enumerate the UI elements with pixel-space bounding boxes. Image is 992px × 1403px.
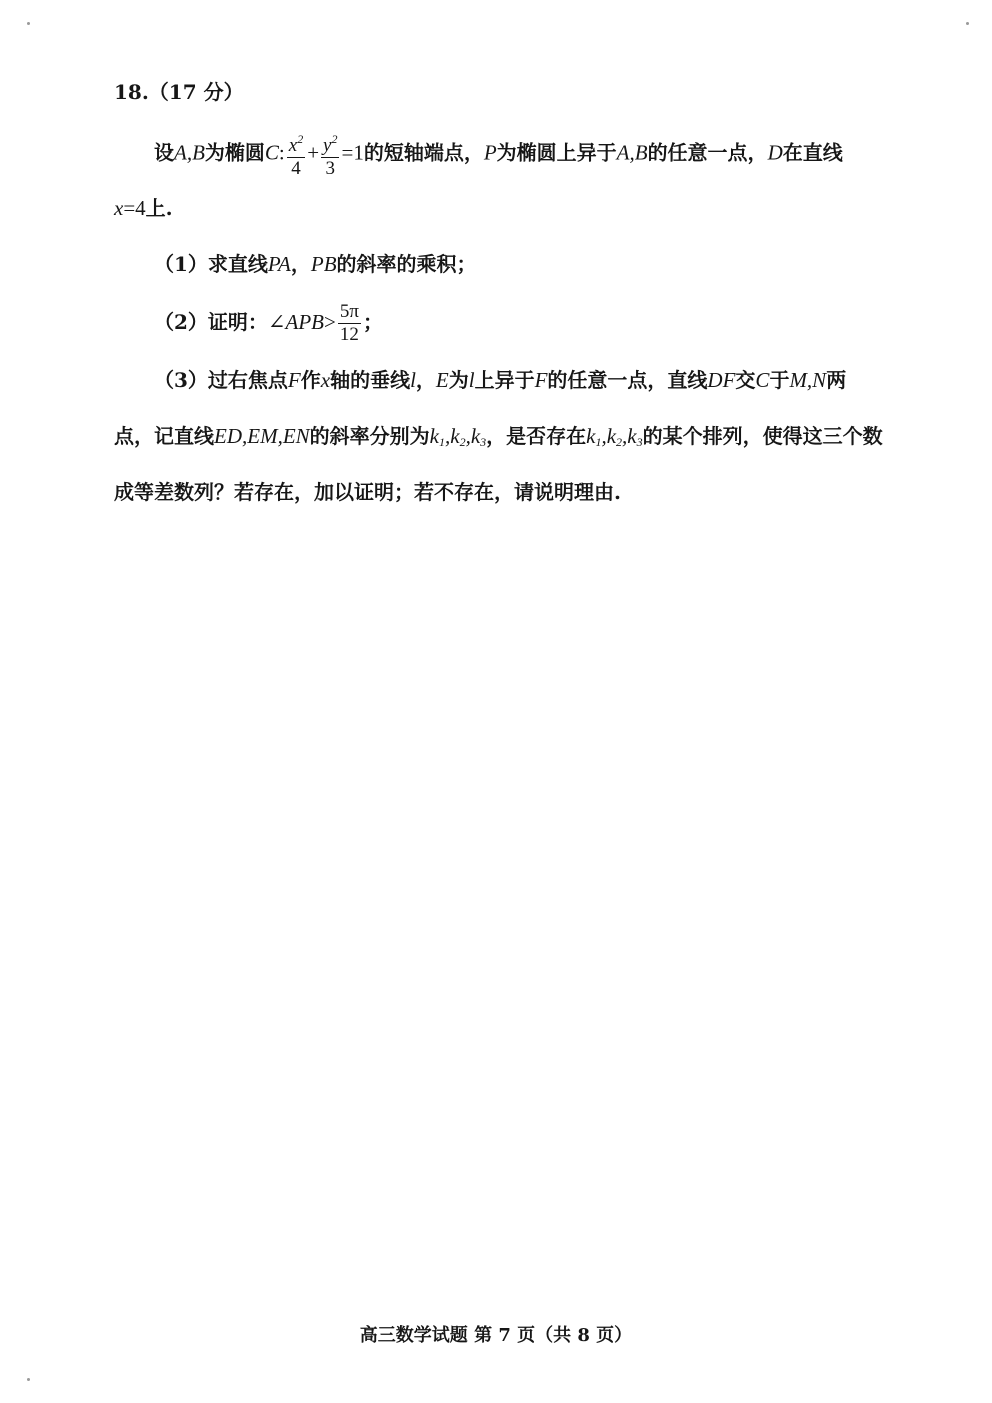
- scan-speck: [966, 22, 969, 25]
- angle-fraction: $\frac{5\pi}{12}$: [339, 301, 359, 345]
- scan-speck: [27, 22, 30, 25]
- part-1: （1）求直线PA，PB的斜率的乘积；: [154, 252, 477, 276]
- problem-intro-line2: x=4上.: [114, 196, 173, 220]
- ellipse-fraction-x: $\frac{x^2}{4}$: [287, 128, 305, 180]
- part-2: （2）证明：∠APB> $\frac{5\pi}{12}$ ；: [154, 301, 383, 345]
- problem-intro-line1: 设A,B为椭圆C: $\frac{x^2}{4}$ + $\frac{y^2}{3}$ =1的短轴端点，P为椭圆上异于A,B的任意一点，D在直线: [154, 128, 843, 180]
- part-3-line1: （3）过右焦点F作x轴的垂线l，E为l上异于F的任意一点，直线DF交C于M,N两: [154, 368, 847, 392]
- part-3-line3: 成等差数列？若存在，加以证明；若不存在，请说明理由.: [114, 480, 621, 504]
- ellipse-fraction-y: $\frac{y^2}{3}$: [321, 128, 339, 180]
- part-3-line2: 点，记直线ED,EM,EN的斜率分别为$k_1,k_2,k_3$，是否存在$k_1,k_2,k_3$的某个排列，使得这三个数: [114, 424, 883, 449]
- page-footer: 高三数学试题 第 7 页（共 8 页）: [359, 1325, 633, 1346]
- scan-speck: [27, 1378, 30, 1381]
- problem-header: 18.（17 分）: [114, 80, 244, 104]
